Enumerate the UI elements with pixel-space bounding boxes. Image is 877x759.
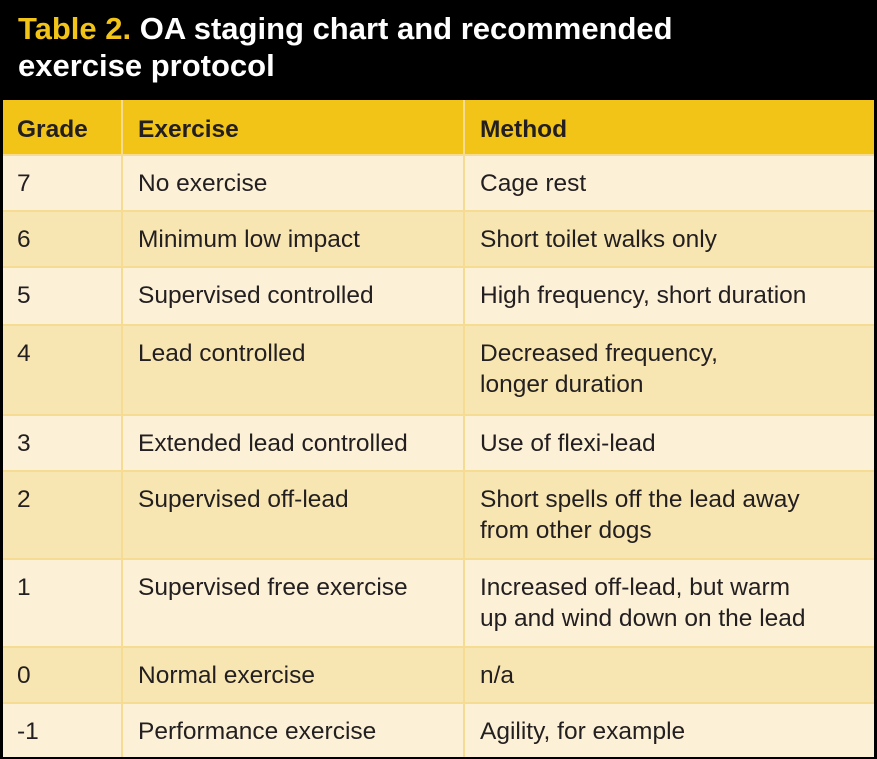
grade-cell: -1 [3,704,121,757]
method-cell: High frequency, short duration [465,268,874,324]
method-cell: Agility, for example [465,704,874,757]
table-row [3,268,874,324]
table-title [0,0,877,100]
staging-table [3,100,874,757]
table-row [3,416,874,470]
grade-cell: 2 [3,472,121,558]
header-grade: Grade [3,100,121,154]
header-exercise: Exercise [123,100,463,154]
table-number: Table 2. [18,11,132,46]
method-cell: n/a [465,648,874,702]
title-line-2: exercise protocol [18,48,275,83]
title-text: OA staging chart and recommended [139,11,673,46]
exercise-cell: Supervised free exercise [123,560,463,646]
method-cell: Increased off-lead, but warm up and wind down on the lead [465,560,874,646]
grade-cell: 3 [3,416,121,470]
table-row [3,648,874,702]
method-cell: Decreased frequency, longer duration [465,326,874,414]
table-row [3,326,874,414]
table-header-row [3,100,874,154]
method-cell: Use of flexi-lead [465,416,874,470]
grade-cell: 5 [3,268,121,324]
exercise-cell: Extended lead controlled [123,416,463,470]
exercise-cell: Performance exercise [123,704,463,757]
grade-cell: 1 [3,560,121,646]
table-row [3,472,874,558]
exercise-cell: Supervised controlled [123,268,463,324]
table-row [3,704,874,757]
exercise-cell: Minimum low impact [123,212,463,266]
method-cell: Short spells off the lead away from other dogs [465,472,874,558]
grade-cell: 4 [3,326,121,414]
grade-cell: 7 [3,156,121,210]
exercise-cell: No exercise [123,156,463,210]
table-row [3,560,874,646]
header-method: Method [465,100,874,154]
table-row [3,212,874,266]
table-row [3,156,874,210]
grade-cell: 0 [3,648,121,702]
grade-cell: 6 [3,212,121,266]
exercise-cell: Supervised off-lead [123,472,463,558]
title-line-1 [18,10,859,47]
method-cell: Cage rest [465,156,874,210]
exercise-cell: Lead controlled [123,326,463,414]
method-cell: Short toilet walks only [465,212,874,266]
exercise-cell: Normal exercise [123,648,463,702]
